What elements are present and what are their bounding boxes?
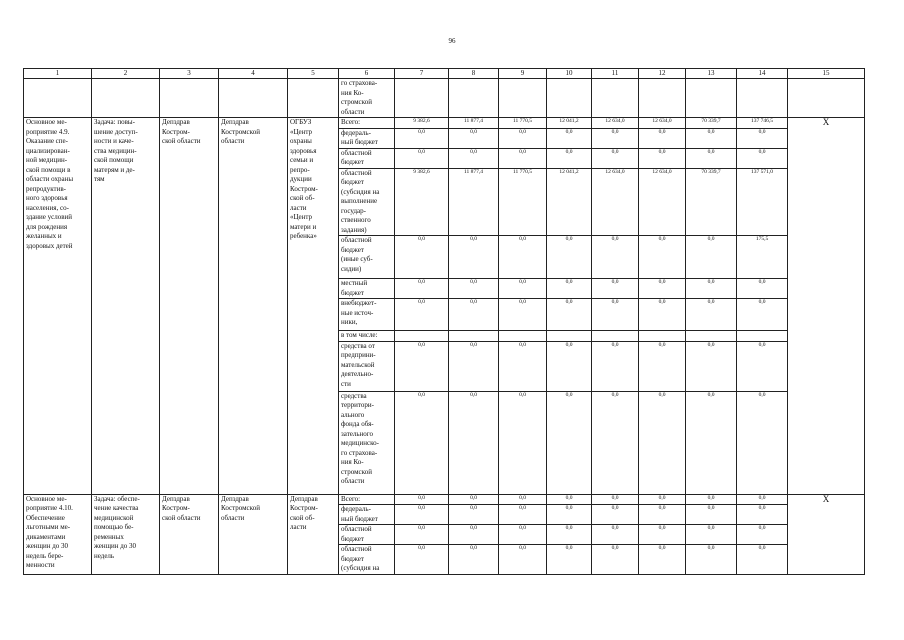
cell-empty: [288, 79, 339, 118]
measure-row: [24, 494, 865, 505]
funding-source-cell: средства от предприни- мательской деятельно- сти: [339, 341, 395, 391]
cell-empty: [92, 79, 160, 118]
amount-cell: 0,0: [639, 341, 686, 391]
funding-source-cell: областной бюджет (субсидия на: [339, 545, 395, 575]
funding-source-cell: местный бюджет: [339, 279, 395, 299]
amount-cell: 0,0: [449, 341, 499, 391]
cell-empty: [160, 79, 219, 118]
amount-cell: 0,0: [737, 525, 788, 545]
funding-source-cell: средства территори- ального фонда обя- зательного медицинско- го страхова- ния Ко- стромской области: [339, 391, 395, 494]
cell-empty: [219, 79, 288, 118]
column-number: 4: [219, 69, 288, 79]
amount-cell: 0,0: [547, 128, 592, 148]
amount-cell: 0,0: [592, 545, 639, 575]
amount-cell: 0,0: [639, 545, 686, 575]
cell-empty: [449, 79, 499, 118]
amount-cell: 0,0: [449, 128, 499, 148]
funding-source-cell: федераль- ный бюджет: [339, 505, 395, 525]
amount-cell: 0,0: [547, 299, 592, 331]
amount-cell: 0,0: [639, 236, 686, 279]
amount-cell: 0,0: [395, 128, 449, 148]
amount-cell: 11 770,5: [499, 168, 547, 236]
amount-cell: 0,0: [395, 236, 449, 279]
amount-cell: 0,0: [547, 391, 592, 494]
amount-cell: 0,0: [449, 299, 499, 331]
amount-cell: 0,0: [499, 525, 547, 545]
amount-cell: 0,0: [449, 279, 499, 299]
amount-cell: 0,0: [639, 391, 686, 494]
amount-cell: 137 571,0: [737, 168, 788, 236]
amount-cell: 0,0: [499, 341, 547, 391]
amount-cell: 0,0: [686, 236, 737, 279]
amount-cell: [737, 331, 788, 342]
amount-cell: 12 041,2: [547, 118, 592, 129]
amount-cell: 0,0: [592, 494, 639, 505]
funding-source-cell: областной бюджет (субсидия на выполнение государ- ственного задания): [339, 168, 395, 236]
funding-source-cell: Всего:: [339, 494, 395, 505]
amount-cell: 0,0: [639, 279, 686, 299]
amount-cell: 0,0: [499, 148, 547, 168]
indicator-x-cell: X: [788, 118, 865, 495]
amount-cell: 0,0: [639, 525, 686, 545]
amount-cell: 0,0: [395, 525, 449, 545]
amount-cell: 0,0: [395, 279, 449, 299]
amount-cell: 0,0: [547, 494, 592, 505]
amount-cell: 12 634,0: [639, 168, 686, 236]
amount-cell: 0,0: [737, 494, 788, 505]
column-number: 15: [788, 69, 865, 79]
amount-cell: 0,0: [547, 236, 592, 279]
amount-cell: [395, 331, 449, 342]
amount-cell: 0,0: [686, 341, 737, 391]
coexecutor-cell: Депздрав Костромской области: [219, 494, 288, 574]
cell-empty: [788, 79, 865, 118]
amount-cell: 0,0: [449, 525, 499, 545]
cell-empty: [24, 79, 92, 118]
amount-cell: [639, 331, 686, 342]
task-cell: Задача: обеспе- чение качества медицинской помощью бе- ременных женщин до 30 недель: [92, 494, 160, 574]
amount-cell: 137 746,5: [737, 118, 788, 129]
amount-cell: 0,0: [686, 391, 737, 494]
funding-source-cell: Всего:: [339, 118, 395, 129]
column-number: 11: [592, 69, 639, 79]
funding-source-cell: в том числе:: [339, 331, 395, 342]
amount-cell: 0,0: [686, 525, 737, 545]
amount-cell: 0,0: [592, 148, 639, 168]
amount-cell: 0,0: [592, 391, 639, 494]
measure-name-cell: Основное ме- роприятие 4.9. Оказание спе- циализирован- ной медицин- ской помощи в области охраны репродуктив- ного здоровья населения, со- здание условий для рождения желанных и здоровых детей: [24, 118, 92, 495]
amount-cell: 0,0: [686, 279, 737, 299]
amount-cell: 0,0: [686, 505, 737, 525]
amount-cell: [592, 331, 639, 342]
amount-cell: 0,0: [592, 505, 639, 525]
amount-cell: 11 770,5: [499, 118, 547, 129]
amount-cell: 0,0: [449, 148, 499, 168]
coexecutor-cell: Депздрав Костромской области: [219, 118, 288, 495]
amount-cell: 0,0: [395, 391, 449, 494]
indicator-x-cell: X: [788, 494, 865, 574]
amount-cell: 0,0: [737, 505, 788, 525]
amount-cell: 9 382,6: [395, 168, 449, 236]
amount-cell: 0,0: [639, 128, 686, 148]
amount-cell: 0,0: [395, 545, 449, 575]
amount-cell: 12 634,0: [639, 118, 686, 129]
amount-cell: 0,0: [547, 525, 592, 545]
amount-cell: 0,0: [499, 128, 547, 148]
amount-cell: 0,0: [737, 128, 788, 148]
amount-cell: 0,0: [547, 545, 592, 575]
amount-cell: 0,0: [686, 545, 737, 575]
responsible-executor-cell: Депздрав Костром- ской области: [160, 118, 219, 495]
amount-cell: [547, 331, 592, 342]
cell-empty: [737, 79, 788, 118]
funding-source-cell: го страхова- ния Ко- стромской области: [339, 79, 395, 118]
amount-cell: 12 634,0: [592, 118, 639, 129]
amount-cell: 0,0: [499, 545, 547, 575]
amount-cell: 0,0: [592, 341, 639, 391]
amount-cell: 0,0: [686, 148, 737, 168]
column-number: 8: [449, 69, 499, 79]
continuation-row: [24, 79, 865, 118]
amount-cell: 11 877,4: [449, 118, 499, 129]
amount-cell: 0,0: [737, 545, 788, 575]
amount-cell: 0,0: [449, 545, 499, 575]
amount-cell: 0,0: [547, 341, 592, 391]
amount-cell: 0,0: [395, 299, 449, 331]
amount-cell: 12 634,0: [592, 168, 639, 236]
amount-cell: 0,0: [639, 494, 686, 505]
amount-cell: 0,0: [547, 505, 592, 525]
column-number: 12: [639, 69, 686, 79]
task-cell: Задача: повы- шение доступ- ности и каче- ства медицин- ской помощи матерям и де- тям: [92, 118, 160, 495]
amount-cell: 0,0: [395, 148, 449, 168]
amount-cell: 0,0: [499, 494, 547, 505]
amount-cell: 70 339,7: [686, 168, 737, 236]
column-number: 5: [288, 69, 339, 79]
cell-empty: [395, 79, 449, 118]
funding-source-cell: областной бюджет: [339, 525, 395, 545]
column-number: 6: [339, 69, 395, 79]
column-number: 2: [92, 69, 160, 79]
column-number: 10: [547, 69, 592, 79]
column-number: 7: [395, 69, 449, 79]
column-number: 3: [160, 69, 219, 79]
amount-cell: 0,0: [499, 236, 547, 279]
responsible-executor-cell: Депздрав Костром- ской области: [160, 494, 219, 574]
funding-source-cell: областной бюджет: [339, 148, 395, 168]
amount-cell: 0,0: [449, 391, 499, 494]
page-number: 96: [448, 37, 456, 45]
amount-cell: 0,0: [737, 391, 788, 494]
amount-cell: 0,0: [499, 279, 547, 299]
amount-cell: 0,0: [639, 505, 686, 525]
amount-cell: 11 877,4: [449, 168, 499, 236]
column-number: 13: [686, 69, 737, 79]
amount-cell: 70 339,7: [686, 118, 737, 129]
amount-cell: 0,0: [592, 279, 639, 299]
amount-cell: 0,0: [499, 391, 547, 494]
amount-cell: [449, 331, 499, 342]
participant-cell: Депздрав Костром- ской об- ласти: [288, 494, 339, 574]
amount-cell: 0,0: [592, 299, 639, 331]
amount-cell: 0,0: [737, 341, 788, 391]
amount-cell: 0,0: [592, 128, 639, 148]
amount-cell: 175,5: [737, 236, 788, 279]
cell-empty: [499, 79, 547, 118]
amount-cell: 0,0: [592, 525, 639, 545]
measure-row: [24, 118, 865, 129]
amount-cell: 0,0: [499, 299, 547, 331]
measure-name-cell: Основное ме- роприятие 4.10. Обеспечение льготными ме- дикаментами женщин до 30 недель бере- менности: [24, 494, 92, 574]
funding-source-cell: областной бюджет (иные суб- сидии): [339, 236, 395, 279]
amount-cell: 0,0: [395, 505, 449, 525]
amount-cell: 0,0: [449, 505, 499, 525]
amount-cell: 0,0: [639, 148, 686, 168]
amount-cell: 0,0: [449, 494, 499, 505]
amount-cell: 0,0: [686, 299, 737, 331]
amount-cell: 0,0: [499, 505, 547, 525]
amount-cell: 9 382,6: [395, 118, 449, 129]
column-number-row: [24, 69, 865, 79]
amount-cell: 0,0: [639, 299, 686, 331]
amount-cell: 0,0: [737, 148, 788, 168]
amount-cell: 0,0: [737, 279, 788, 299]
cell-empty: [547, 79, 592, 118]
amount-cell: 0,0: [395, 341, 449, 391]
cell-empty: [592, 79, 639, 118]
cell-empty: [686, 79, 737, 118]
amount-cell: 0,0: [686, 494, 737, 505]
program-table: [23, 68, 865, 575]
funding-source-cell: федераль- ный бюджет: [339, 128, 395, 148]
amount-cell: 0,0: [449, 236, 499, 279]
column-number: 14: [737, 69, 788, 79]
cell-empty: [639, 79, 686, 118]
amount-cell: 0,0: [686, 128, 737, 148]
amount-cell: 12 041,2: [547, 168, 592, 236]
funding-source-cell: внебюджет- ные источ- ники,: [339, 299, 395, 331]
amount-cell: 0,0: [592, 236, 639, 279]
amount-cell: 0,0: [547, 148, 592, 168]
amount-cell: [499, 331, 547, 342]
amount-cell: 0,0: [737, 299, 788, 331]
amount-cell: [686, 331, 737, 342]
amount-cell: 0,0: [395, 494, 449, 505]
amount-cell: 0,0: [547, 279, 592, 299]
column-number: 1: [24, 69, 92, 79]
participant-cell: ОГБУЗ «Центр охраны здоровья семьи и репро- дукции Костром- ской об- ласти «Центр матери и ребенка»: [288, 118, 339, 495]
column-number: 9: [499, 69, 547, 79]
